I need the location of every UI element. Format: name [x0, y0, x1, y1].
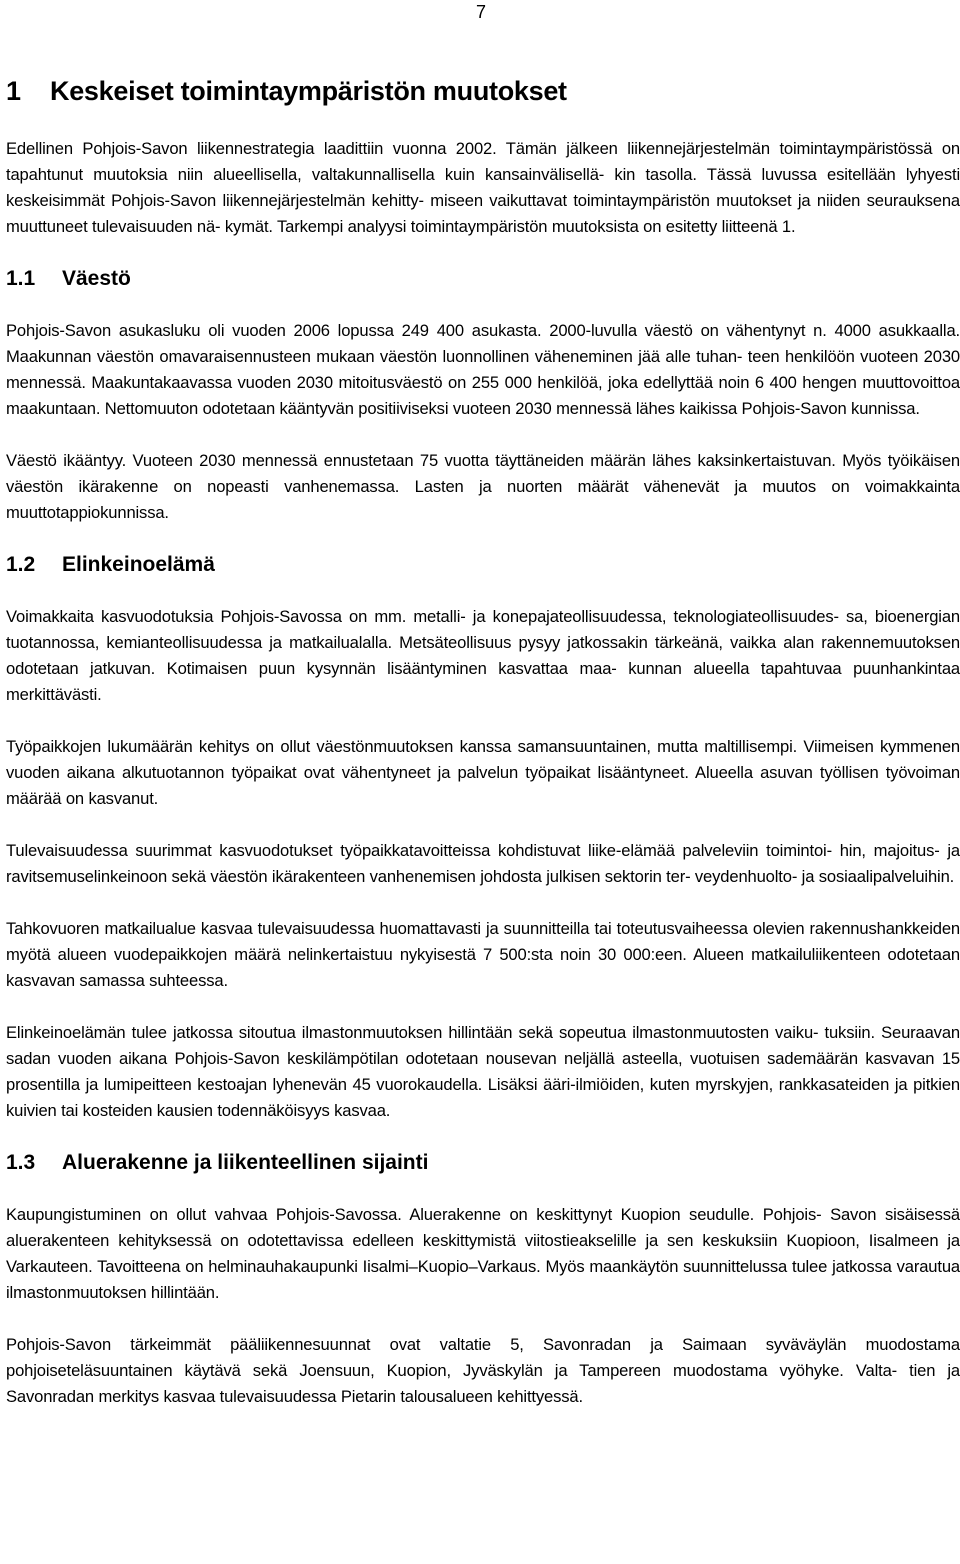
section-heading-aluerakenne: [6, 1150, 960, 1176]
section-number: 1.3: [6, 1151, 36, 1174]
paragraph: Tulevaisuudessa suurimmat kasvuodotukset työpaikkatavoitteissa kohdistuvat liike-elämää palveleviin toimintoi- hin, majoitus- ja ravitsemuselinkeinoon sekä väestön ikärakenteen vanhenemisen johdosta julkisen sektorin ter- veydenhuolto- ja sosiaalipalveluihin.: [6, 841, 960, 886]
section-number: 1.2: [6, 553, 36, 576]
paragraph: Voimakkaita kasvuodotuksia Pohjois-Savossa on mm. metalli- ja konepajateollisuudessa, teknologiateollisuudes- sa, bioenergian tuotannossa, kemianteollisuudessa ja matkailualalla. Metsäteollisuus pysyy jatkossakin tärkeänä, vaikka alan rakennemuutoksen odotetaan jatkuvan. Kotimaisen puun kysynnän lisääntyminen kasvattaa maa- kunnan alueella tapahtuvaa puunhankintaa merkittävästi.: [6, 607, 960, 704]
paragraph: Pohjois-Savon asukasluku oli vuoden 2006 lopussa 249 400 asukasta. 2000-luvulla väestö on vähentynyt n. 4000 asukkaalla. Maakunnan väestön omavaraisennusteen mukaan väestön luonnollinen väheneminen jää alle tuhan- teen henkilöön vuoteen 2030 mennessä. Maakuntakaavassa vuoden 2030 mitoitusväestö on 255 000 henkilöä, joka edellyttää noin 6 400 hengen muuttovoittoa maakuntaan. Nettomuuton odotetaan kääntyvän positiiviseksi vuoteen 2030 mennessä lähes kaikissa Pohjois-Savon kunnissa.: [6, 321, 960, 418]
section-number: 1.1: [6, 267, 36, 290]
paragraph: Kaupungistuminen on ollut vahvaa Pohjois-Savossa. Aluerakenne on keskittynyt Kuopion seudulle. Pohjois- Savon sisäisessä aluerakenteen kehityksessä on odotettavissa edelleen keskittymistä viitostieakselille ja sen keskuksiin Kuopioon, Iisalmeen ja Varkauteen. Tavoitteena on helminauhakaupunki Iisalmi–Kuopio–Varkaus. Myös maankäytön suunnittelussa tulee jatkossa varautua ilmastonmuutoksen hillintään.: [6, 1205, 960, 1302]
chapter-heading: [6, 74, 960, 108]
chapter-title: Keskeiset toimintaympäristön muutokset: [50, 76, 567, 106]
page-content: [6, 74, 960, 1436]
section-title: Elinkeinoelämä: [62, 553, 215, 576]
paragraph: Pohjois-Savon tärkeimmät pääliikennesuunnat ovat valtatie 5, Savonradan ja Saimaan syväväylän muodostama pohjoiseteläsuuntainen käytävä sekä Joensuun, Kuopion, Jyväskylän ja Tampereen muodostama vyöhyke. Valta- tien ja Savonradan merkitys kasvaa tulevaisuudessa Pietarin talousalueen kehittyessä.: [6, 1335, 960, 1406]
paragraph: Tahkovuoren matkailualue kasvaa tulevaisuudessa huomattavasti ja suunnitteilla tai toteutusvaiheessa olevien rakennushankkeiden myötä alueen vuodepaikkojen määrä nelinkertaistuu nykyisestä 7 500:sta noin 30 000:een. Alueen matkailuliikenteen odotetaan kasvavan samassa suhteessa.: [6, 919, 960, 990]
section-title: Väestö: [62, 267, 131, 290]
section-heading-elinkeinoelama: [6, 552, 960, 578]
section-heading-vaesto: [6, 266, 960, 292]
section-title: Aluerakenne ja liikenteellinen sijainti: [62, 1151, 429, 1174]
chapter-number: 1: [6, 76, 21, 106]
paragraph: Työpaikkojen lukumäärän kehitys on ollut väestönmuutoksen kanssa samansuuntainen, mutta maltillisempi. Viimeisen kymmenen vuoden aikana alkutuotannon työpaikat ovat vähentyneet ja palvelun työpaikat lisääntyneet. Alueella asuvan työllisen työvoiman määrää on kasvanut.: [6, 737, 960, 808]
paragraph: Elinkeinoelämän tulee jatkossa sitoutua ilmastonmuutoksen hillintään sekä sopeutua ilmastonmuutosten vaiku- tuksiin. Seuraavan sadan vuoden aikana Pohjois-Savon keskilämpötilan odotetaan nousevan neljällä asteella, vuotuisen sademäärän kasvavan 15 prosentilla ja lumipeitteen kestoajan lyhenevän 45 vuorokaudella. Lisäksi ääri-ilmiöiden, kuten myrskyjen, rankkasateiden ja pitkien kuivien tai kosteiden kausien todennäköisyys kasvaa.: [6, 1023, 960, 1120]
page-number: 7: [476, 2, 487, 22]
paragraph: Väestö ikääntyy. Vuoteen 2030 mennessä ennustetaan 75 vuotta täyttäneiden määrän lähes kaksinkertaistuvan. Myös työikäisen väestön ikärakenne on nopeasti vanhenemassa. Lasten ja nuorten määrät vähenevät ja muutos on voimakkainta muuttotappiokunnissa.: [6, 451, 960, 522]
intro-paragraph: Edellinen Pohjois-Savon liikennestrategia laadittiin vuonna 2002. Tämän jälkeen liikennejärjestelmän toimintaympäristössä on tapahtunut muutoksia niin alueellisella, valtakunnallisella kuin kansainvälisellä- kin tasolla. Tässä luvussa esitellään lyhyesti keskeisimmät Pohjois-Savon liikennejärjestelmän kehitty- miseen vaikuttavat toimintaympäristön muutokset ja niiden seurauksena muuttuneet tulevaisuuden nä- kymät. Tarkempi analyysi toimintaympäristön muutoksista on esitetty liitteenä 1.: [6, 139, 960, 236]
